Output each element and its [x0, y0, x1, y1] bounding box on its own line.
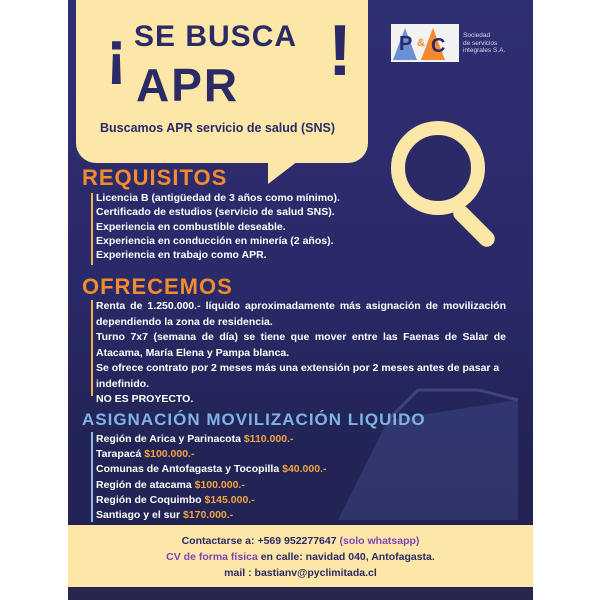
job-poster [68, 0, 533, 600]
list-item: Región de Coquimbo $145.000.- [96, 493, 255, 506]
offer-paragraph: Renta de 1.250.000.- líquido aproximadamente más asignación de movilización dependiendo la zona de residencia. [96, 300, 506, 328]
list-item: Comunas de Antofagasta y Tocopilla $40.000.- [96, 463, 327, 476]
logo-text: Sociedad de servicios integrales S.A. [463, 32, 506, 54]
svg-text:C: C [431, 35, 446, 57]
list-item: Experiencia en conducción en minería (2 años). [96, 234, 334, 247]
asignacion-list [96, 432, 327, 523]
list-item: Región de Arica y Parinacota $110.000.- [96, 433, 294, 445]
svg-text:&: & [417, 37, 425, 49]
list-item: Experiencia en combustible deseable. [96, 220, 286, 233]
contact-footer [68, 525, 533, 587]
requisitos-bar [91, 193, 93, 265]
email-link[interactable]: bastianv@pyclimitada.cl [254, 567, 377, 579]
list-item: Tarapacá $100.000.- [96, 448, 195, 461]
list-item: Licencia B (antigüedad de 3 años como mínimo). [96, 192, 340, 204]
list-item: Santiago y el sur $170.000.- [96, 509, 234, 522]
offer-paragraph: Turno 7x7 (semana de día) se tiene que mover entre las Faenas de Salar de Atacama, María Elena y Pampa blanca. [96, 331, 506, 359]
list-item: Certificado de estudios (servicio de salud SNS). [96, 206, 335, 219]
headline-line1: SE BUSCA [134, 20, 298, 53]
exclamation-right: ! [328, 11, 352, 91]
contact-cv-line: CV de forma física en calle: navidad 040, Antofagasta. [166, 551, 435, 563]
list-item: Experiencia en trabajo como APR. [96, 249, 267, 262]
list-item: Región de atacama $100.000.- [96, 478, 245, 491]
intro-text: Buscamos APR servicio de salud (SNS) [100, 121, 336, 135]
asignacion-title: ASIGNACIÓN MOVILIZACIÓN LIQUIDO [82, 410, 426, 429]
speech-bubble [76, 0, 376, 182]
ofrecemos-list [96, 299, 506, 408]
bottom-band [68, 587, 533, 600]
requisitos-list [96, 191, 340, 262]
svg-text:P: P [399, 33, 413, 55]
magnifier-icon [386, 118, 526, 263]
ofrecemos-title: OFRECEMOS [82, 274, 233, 299]
phone-number[interactable]: +569 952277647 [257, 535, 337, 547]
contact-phone-line: Contactarse a: +569 952277647 (solo whatsapp) [181, 535, 420, 547]
company-logo [391, 24, 527, 64]
offer-paragraph: Se ofrece contrato por 2 meses más una extensión por 2 meses antes de pasar a indefinido. [96, 362, 500, 390]
offer-paragraph: NO ES PROYECTO. [96, 393, 194, 405]
exclamation-left: ¡ [106, 19, 127, 88]
ofrecemos-bar [91, 300, 93, 396]
asignacion-bar [91, 432, 93, 522]
headline-line2: APR [136, 59, 240, 111]
contact-mail-line: mail : bastianv@pyclimitada.cl [224, 567, 377, 579]
pc-logo-icon [391, 24, 459, 62]
requisitos-title: REQUISITOS [82, 165, 228, 190]
